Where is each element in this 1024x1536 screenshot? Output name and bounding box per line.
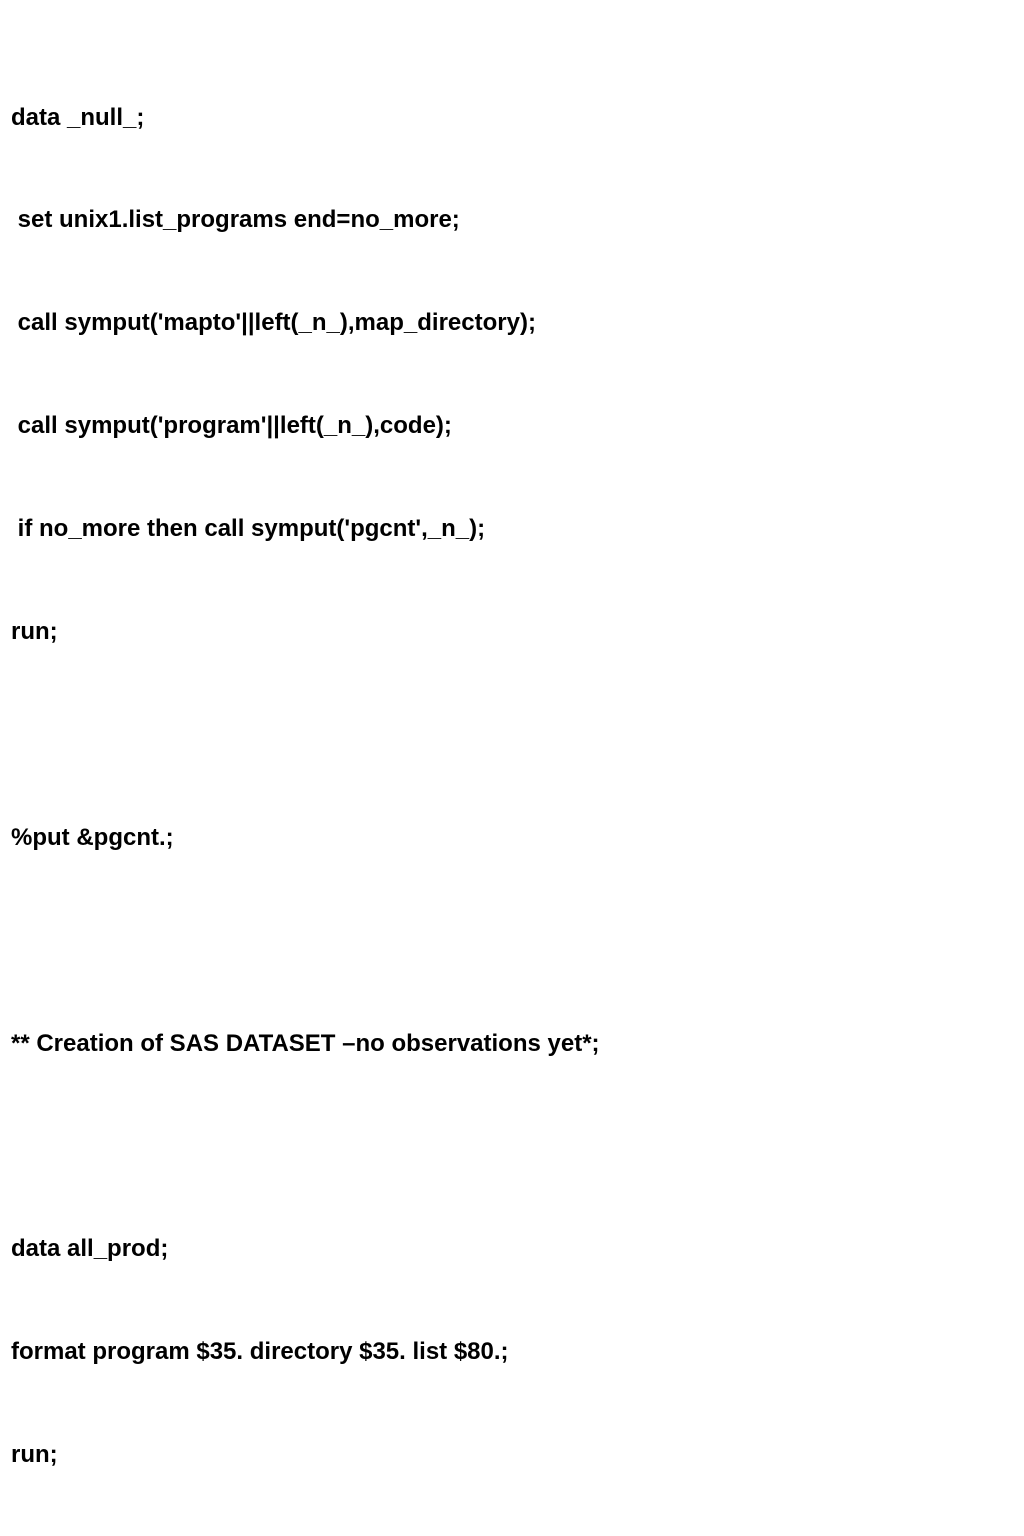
code-line-data-null: data _null_; bbox=[11, 103, 145, 131]
code-line-format: format program $35. directory $35. list $80.; bbox=[11, 1338, 509, 1366]
code-line-run-1: run; bbox=[11, 618, 58, 646]
code-line-blank-2 bbox=[11, 924, 1011, 958]
sas-code-block bbox=[11, 32, 1011, 1536]
code-line-blank-3 bbox=[11, 1130, 1011, 1164]
code-line-symput-mapto: call symput('mapto'||left(_n_),map_directory); bbox=[11, 309, 536, 337]
code-line-run-2: run; bbox=[11, 1441, 58, 1469]
code-line-blank-1 bbox=[11, 718, 1011, 752]
code-line-data-all-prod: data all_prod; bbox=[11, 1235, 169, 1263]
code-line-comment: ** Creation of SAS DATASET –no observations yet*; bbox=[11, 1029, 600, 1057]
code-line-symput-pgcnt: if no_more then call symput('pgcnt',_n_); bbox=[11, 515, 486, 543]
code-line-put-pgcnt: %put &pgcnt.; bbox=[11, 823, 174, 851]
code-line-symput-program: call symput('program'||left(_n_),code); bbox=[11, 412, 452, 440]
code-line-set: set unix1.list_programs end=no_more; bbox=[11, 206, 460, 234]
